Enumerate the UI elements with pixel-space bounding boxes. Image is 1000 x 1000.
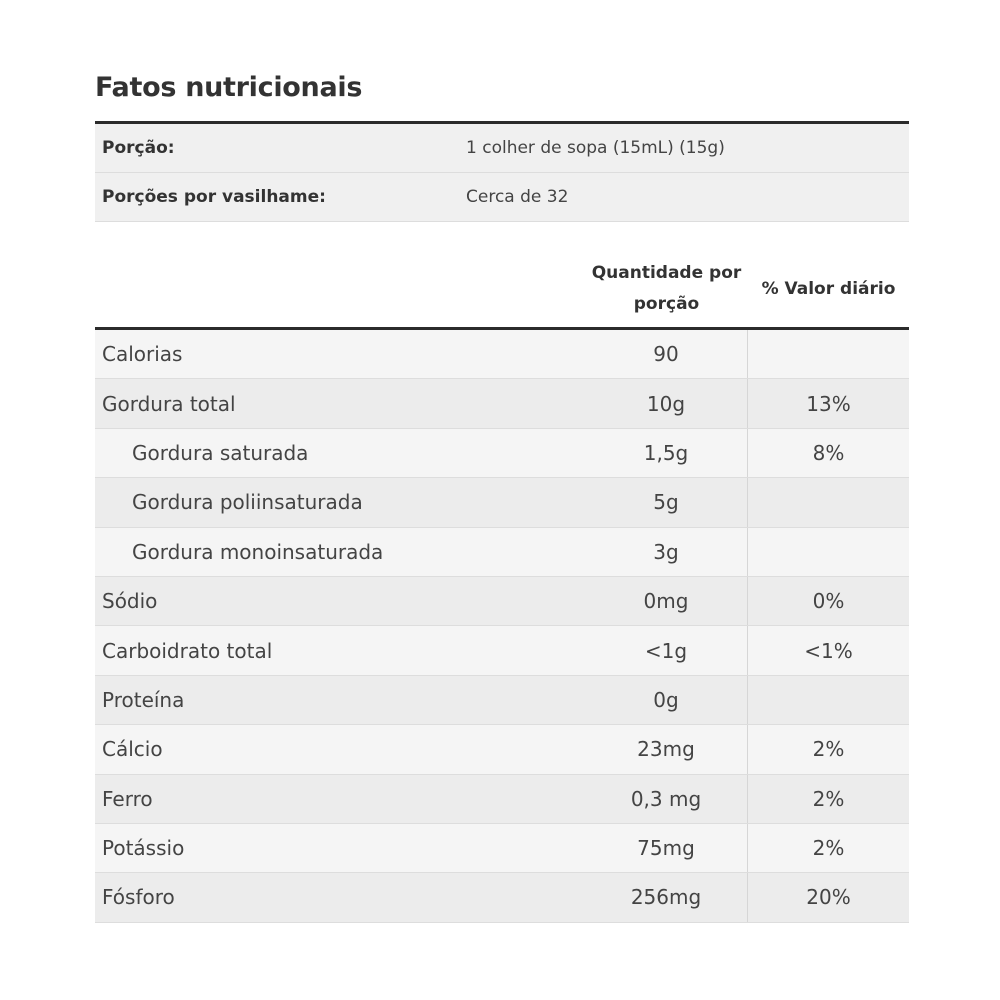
serving-size-value: 1 colher de sopa (15mL) (15g) — [466, 138, 725, 158]
nutrient-name: Ferro — [102, 786, 153, 811]
nutrient-daily-value — [748, 528, 909, 576]
table-row — [95, 626, 909, 675]
table-row — [95, 429, 909, 478]
servings-per-container-label: Porções por vasilhame: — [102, 187, 326, 207]
nutrient-daily-value: 13% — [806, 391, 851, 416]
nutrient-daily-value: 8% — [812, 440, 845, 465]
nutrient-name: Fósforo — [102, 885, 175, 910]
table-row — [95, 330, 909, 379]
nutrient-amount: 75mg — [585, 824, 748, 872]
table-row — [95, 676, 909, 725]
nutrient-daily-value: 2% — [812, 737, 845, 762]
header-daily-value: % Valor diário — [761, 279, 896, 299]
nutrient-amount: 0g — [585, 676, 748, 724]
serving-table — [95, 121, 909, 222]
serving-size-row — [95, 124, 909, 173]
nutrient-amount: 90 — [585, 330, 748, 378]
nutrient-amount: 5g — [585, 478, 748, 526]
nutrient-name: Gordura saturada — [132, 440, 309, 465]
nutrient-amount: 1,5g — [585, 429, 748, 477]
nutrient-amount: 0,3 mg — [585, 775, 748, 823]
nutrient-daily-value: 0% — [812, 589, 845, 614]
nutrient-daily-value: 2% — [812, 836, 845, 861]
table-row — [95, 528, 909, 577]
nutrient-amount: 0mg — [585, 577, 748, 625]
page-title: Fatos nutricionais — [95, 72, 363, 103]
table-row — [95, 725, 909, 774]
table-row — [95, 577, 909, 626]
servings-per-container-value: Cerca de 32 — [466, 187, 569, 207]
nutrient-daily-value: 2% — [812, 786, 845, 811]
table-row — [95, 478, 909, 527]
nutrient-daily-value — [748, 478, 909, 526]
nutrient-name: Calorias — [102, 342, 183, 367]
serving-size-label: Porção: — [102, 138, 175, 158]
table-row — [95, 775, 909, 824]
nutrient-amount: 256mg — [585, 873, 748, 921]
nutrient-table-header — [95, 251, 909, 327]
nutrient-name: Proteína — [102, 687, 185, 712]
nutrient-daily-value: 20% — [806, 885, 851, 910]
nutrient-name: Potássio — [102, 836, 185, 861]
nutrient-name: Cálcio — [102, 737, 163, 762]
nutrient-name: Gordura poliinsaturada — [132, 490, 363, 515]
nutrient-amount: <1g — [585, 626, 748, 674]
nutrient-name: Carboidrato total — [102, 638, 273, 663]
table-row — [95, 379, 909, 428]
nutrient-amount: 3g — [585, 528, 748, 576]
nutrient-table — [95, 327, 909, 923]
nutrient-name: Gordura monoinsaturada — [132, 539, 384, 564]
servings-per-container-row — [95, 173, 909, 222]
header-nutrient-spacer — [95, 251, 585, 327]
nutrient-daily-value — [748, 330, 909, 378]
nutrient-daily-value — [748, 676, 909, 724]
table-row — [95, 824, 909, 873]
nutrient-daily-value: <1% — [804, 638, 853, 663]
nutrient-amount: 23mg — [585, 725, 748, 773]
nutrient-amount: 10g — [585, 379, 748, 427]
nutrient-name: Gordura total — [102, 391, 236, 416]
header-amount-per-serving: Quantidade por porção — [591, 263, 742, 314]
table-row — [95, 873, 909, 922]
nutrient-name: Sódio — [102, 589, 158, 614]
